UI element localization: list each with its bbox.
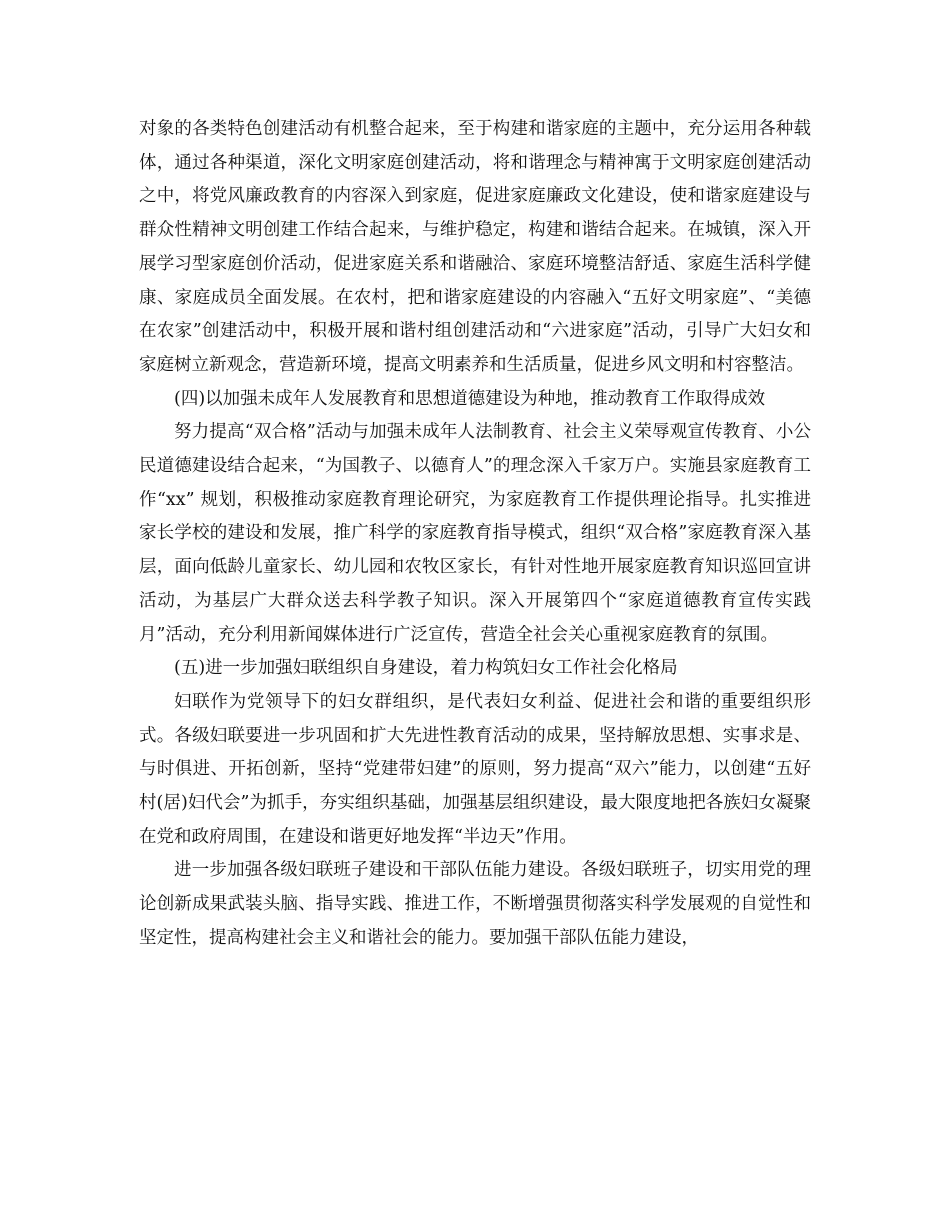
paragraph-leadership-building: 进一步加强各级妇联班子建设和干部队伍能力建设。各级妇联班子，切实用党的理论创新成果武装头脑、指导实践、推进工作，不断增强贯彻落实科学发展观的自觉性和坚定性，提高构建社会主义和谐社会的能力。要加强干部队伍能力建设， (139, 860, 811, 948)
section-heading-four: (四)以加强未成年人发展教育和思想道德建设为种地，推动教育工作取得成效 (174, 388, 766, 409)
paragraph-womens-federation: 妇联作为党领导下的妇女群组织，是代表妇女利益、促进社会和谐的重要组织形式。各级妇联要进一步巩固和扩大先进性教育活动的成果，坚持解放思想、实事求是、与时俱进、开拓创新，坚持“党建带妇建”的原则，努力提高“双六”能力，以创建“五好村(居)妇代会”为抓手，夯实组织基础，加强基层组织建设，最大限度地把各族妇女凝聚在党和政府周围，在建设和谐更好地发挥“半边天”作用。 (139, 691, 811, 847)
document-body (139, 113, 811, 956)
section-heading-five: (五)进一步加强妇联组织自身建设，着力构筑妇女工作社会化格局 (174, 658, 678, 679)
paragraph-family-education: 努力提高“双合格”活动与加强未成年人法制教育、社会主义荣辱观宣传教育、小公民道德建设结合起来，“为国教子、以德育人”的理念深入千家万户。实施县家庭教育工作“xx” 规划，积极推动家庭教育理论研究，为家庭教育工作提供理论指导。扎实推进家长学校的建设和发展，推广科学的家庭教育指导模式，组织“双合格”家庭教育深入基层，面向低龄儿童家长、幼儿园和农牧区家长，有针对性地开展家庭教育知识巡回宣讲活动，为基层广大群众送去科学教子知识。深入开展第四个“家庭道德教育宣传实践月”活动，充分利用新闻媒体进行广泛宣传，营造全社会关心重视家庭教育的氛围。 (139, 422, 811, 645)
paragraph-family-construction: 对象的各类特色创建活动有机整合起来，至于构建和谐家庭的主题中，充分运用各种载体，通过各种渠道，深化文明家庭创建活动，将和谐理念与精神寓于文明家庭创建活动之中，将党风廉政教育的内容深入到家庭，促进家庭廉政文化建设，使和谐家庭建设与群众性精神文明创建工作结合起来，与维护稳定，构建和谐结合起来。在城镇，深入开展学习型家庭创价活动，促进家庭关系和谐融洽、家庭环境整洁舒适、家庭生活科学健康、家庭成员全面发展。在农村，把和谐家庭建设的内容融入“五好文明家庭”、“美德在农家”创建活动中，积极开展和谐村组创建活动和“六进家庭”活动，引导广大妇女和家庭树立新观念，营造新环境，提高文明素养和生活质量，促进乡风文明和村容整洁。 (139, 119, 811, 375)
